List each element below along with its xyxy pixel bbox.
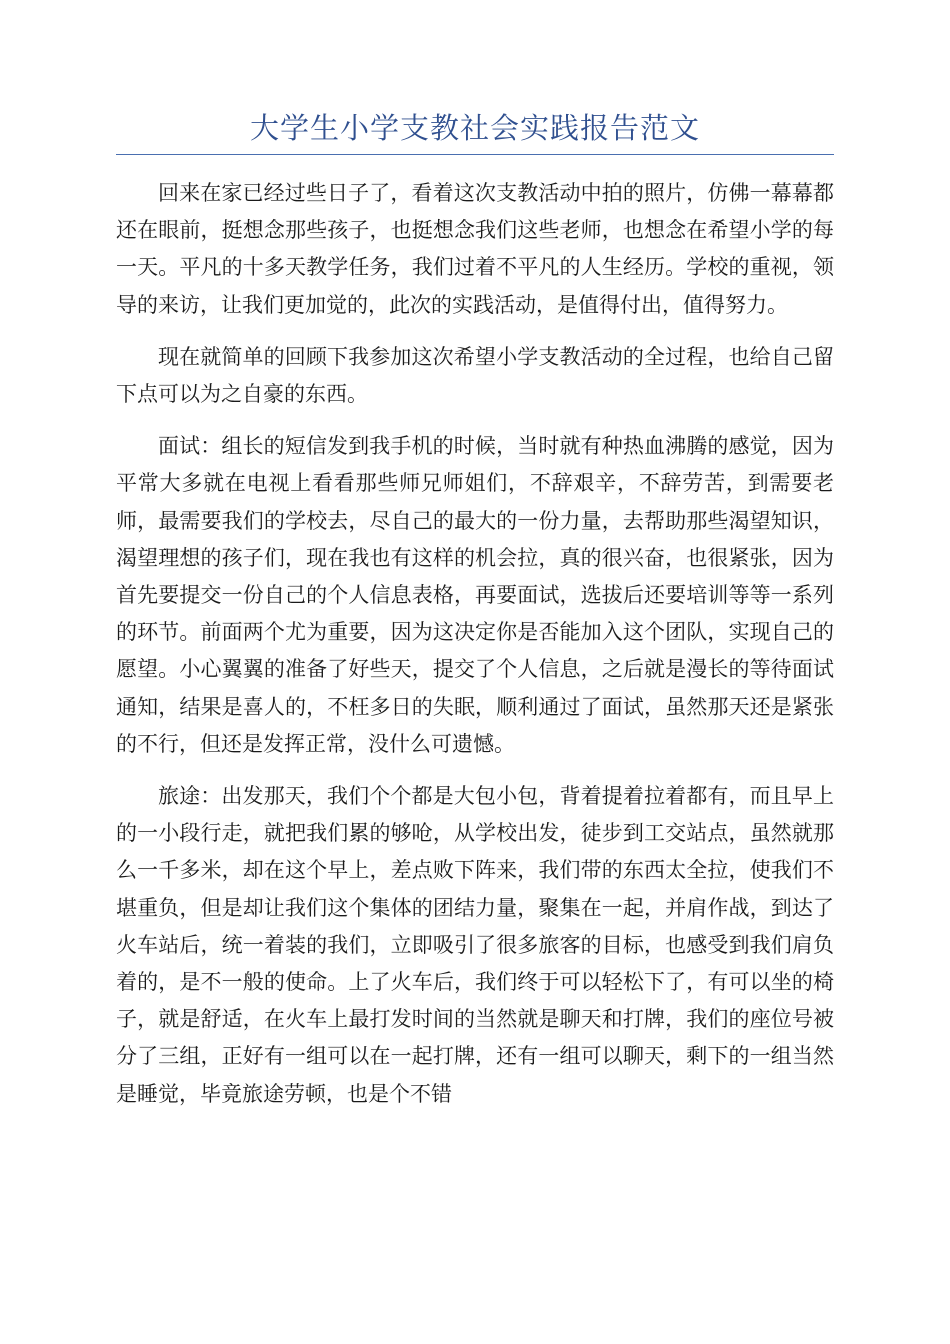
paragraph-interview: 面试：组长的短信发到我手机的时候，当时就有种热血沸腾的感觉，因为平常大多就在电视上看看那些师兄师姐们，不辞艰辛，不辞劳苦，到需要老师，最需要我们的学校去，尽自己的最大的一份力量，去帮助那些渴望知识，渴望理想的孩子们，现在我也有这样的机会拉，真的很兴奋，也很紧张，因为首先要提交一份自己的个人信息表格，再要面试，选拔后还要培训等等一系列的环节。前面两个尤为重要，因为这决定你是否能加入这个团队，实现自己的愿望。小心翼翼的准备了好些天，提交了个人信息，之后就是漫长的等待面试通知，结果是喜人的，不枉多日的失眠，顺利通过了面试，虽然那天还是紧张的不行，但还是发挥正常，没什么可遗憾。 [116,434,834,756]
document-title: 大学生小学支教社会实践报告范文 [116,108,834,155]
document-page [116,108,834,1128]
paragraph-intro: 回来在家已经过些日子了，看着这次支教活动中拍的照片，仿佛一幕幕都还在眼前，挺想念那些孩子，也挺想念我们这些老师，也想念在希望小学的每一天。平凡的十多天教学任务，我们过着不平凡的人生经历。学校的重视，领导的来访，让我们更加觉的，此次的实践活动，是值得付出，值得努力。 [116,181,834,317]
paragraph-journey: 旅途：出发那天，我们个个都是大包小包，背着提着拉着都有，而且早上的一小段行走，就把我们累的够呛，从学校出发，徒步到工交站点，虽然就那么一千多米，却在这个早上，差点败下阵来，我们带的东西太全拉，使我们不堪重负，但是却让我们这个集体的团结力量，聚集在一起，并肩作战，到达了火车站后，统一着装的我们，立即吸引了很多旅客的目标，也感受到我们肩负着的，是不一般的使命。上了火车后，我们终于可以轻松下了，有可以坐的椅子，就是舒适，在火车上最打发时间的当然就是聊天和打牌，我们的座位号被分了三组，正好有一组可以在一起打牌，还有一组可以聊天，剩下的一组当然是睡觉，毕竟旅途劳顿，也是个不错 [116,784,834,1106]
paragraph-review: 现在就简单的回顾下我参加这次希望小学支教活动的全过程，也给自己留下点可以为之自豪的东西。 [116,344,834,407]
